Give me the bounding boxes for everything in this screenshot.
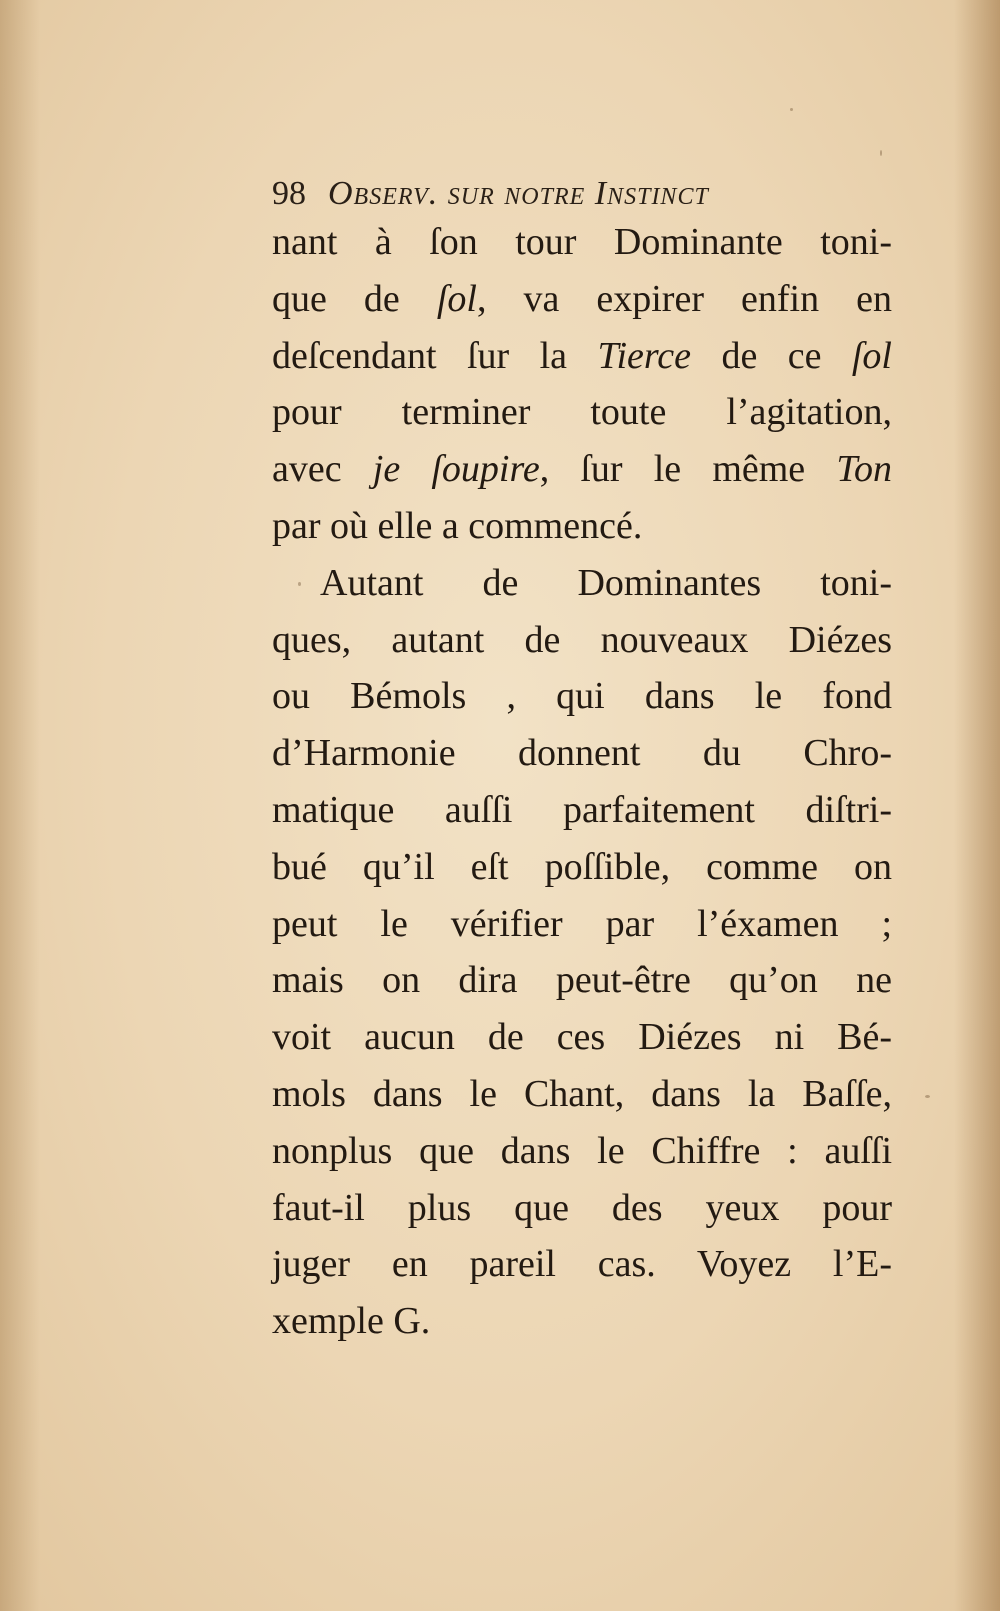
text-segment: matique auſſi parfaitement diſtri- bbox=[272, 788, 892, 831]
text-segment: mols dans le Chant, dans la Baſſe, bbox=[272, 1072, 892, 1115]
text-line bbox=[272, 782, 892, 839]
italic-text: Tierce bbox=[597, 334, 692, 377]
italic-text: ſol bbox=[851, 334, 892, 377]
paper-speck bbox=[298, 582, 301, 586]
text-segment: d’Harmonie donnent du Chro- bbox=[272, 732, 892, 775]
text-segment: , va expirer enfin en bbox=[476, 277, 892, 320]
paper-speck bbox=[790, 108, 793, 111]
text-segment: mais on dira peut-être qu’on ne bbox=[272, 959, 892, 1002]
text-segment: pour terminer toute l’agitation, bbox=[272, 391, 892, 434]
text-line bbox=[272, 1236, 892, 1293]
running-head bbox=[272, 170, 892, 218]
text-line bbox=[272, 384, 892, 441]
text-segment: avec bbox=[272, 448, 373, 491]
text-line bbox=[272, 1180, 892, 1237]
paper-speck bbox=[880, 150, 882, 156]
text-segment: juger en pareil cas. Voyez l’E- bbox=[272, 1243, 892, 1286]
text-line bbox=[272, 328, 892, 385]
text-segment: que de bbox=[272, 277, 437, 320]
italic-text: ſol bbox=[436, 277, 477, 320]
italic-text: je ſoupire bbox=[372, 448, 540, 491]
italic-text: Ton bbox=[836, 448, 892, 491]
running-head-title: Observ. sur notre Instinct bbox=[328, 175, 709, 212]
page-number: 98 bbox=[272, 175, 306, 212]
text-segment: bué qu’il eſt poſſible, comme on bbox=[272, 845, 892, 888]
text-line bbox=[272, 498, 892, 555]
text-line bbox=[272, 952, 892, 1009]
text-line bbox=[272, 441, 892, 498]
text-segment: deſcendant ſur la bbox=[272, 334, 598, 377]
text-segment: faut-il plus que des yeux pour bbox=[272, 1186, 892, 1229]
text-line bbox=[272, 668, 892, 725]
text-line bbox=[272, 555, 892, 612]
text-segment: , ſur le même bbox=[539, 448, 837, 491]
text-segment: voit aucun de ces Diézes ni Bé- bbox=[272, 1016, 892, 1059]
text-segment: nant à ſon tour Dominante toni- bbox=[272, 221, 892, 263]
text-line bbox=[272, 271, 892, 328]
text-segment: par où elle a commencé. bbox=[272, 504, 643, 547]
text-segment: de ce bbox=[691, 334, 852, 377]
text-line bbox=[272, 896, 892, 953]
text-line bbox=[272, 1123, 892, 1180]
text-line bbox=[272, 1066, 892, 1123]
text-segment: xemple G. bbox=[272, 1300, 431, 1343]
text-segment: ou Bémols , qui dans le fond bbox=[272, 675, 892, 718]
text-line bbox=[272, 612, 892, 669]
text-segment: nonplus que dans le Chiffre : auſſi bbox=[272, 1129, 892, 1172]
text-line bbox=[272, 725, 892, 782]
text-line bbox=[272, 1293, 892, 1350]
text-segment: ques, autant de nouveaux Diézes bbox=[272, 618, 892, 661]
text-segment: Autant de Dominantes toni- bbox=[320, 561, 892, 604]
text-line bbox=[272, 839, 892, 896]
text-line bbox=[272, 1009, 892, 1066]
paper-speck bbox=[925, 1095, 930, 1098]
text-line bbox=[272, 214, 892, 271]
body-text bbox=[272, 214, 892, 1350]
text-segment: peut le vérifier par l’éxamen ; bbox=[272, 902, 892, 945]
